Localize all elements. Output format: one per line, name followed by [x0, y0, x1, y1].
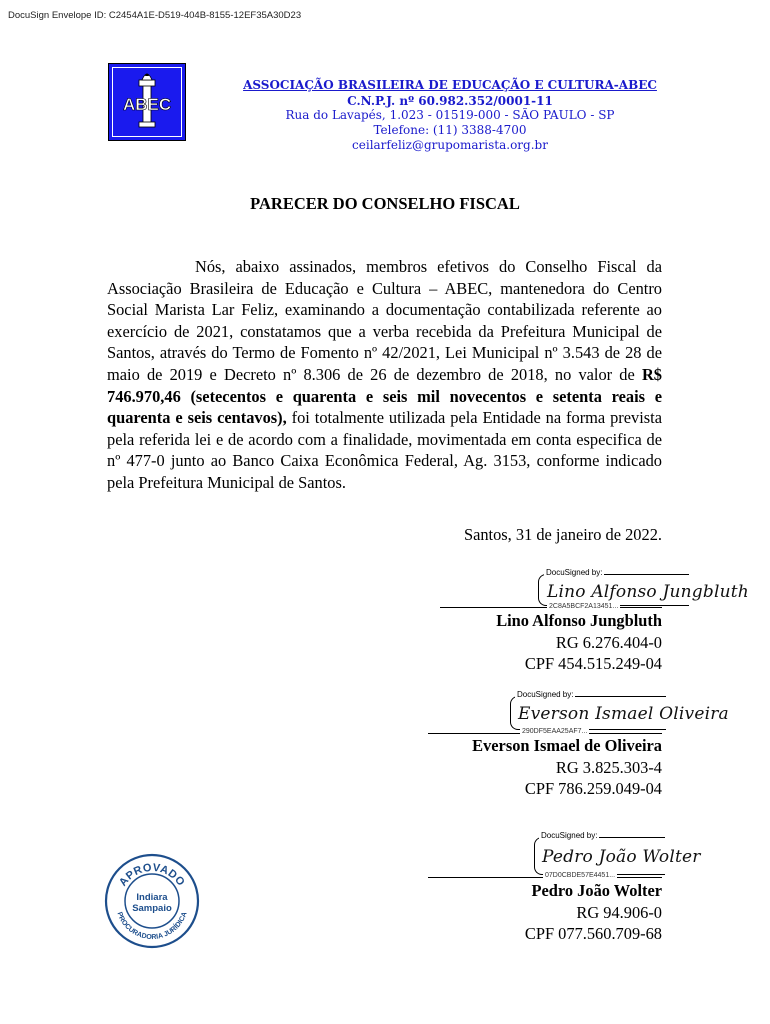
- stamp-name-1: Indiara: [136, 892, 168, 903]
- signatory-cpf-2: CPF 786.259.049-04: [524, 779, 662, 799]
- abec-logo: [108, 63, 186, 141]
- signatory-1: [402, 610, 662, 675]
- docusign-label-2: DocuSigned by:: [517, 690, 574, 699]
- approval-stamp: [104, 853, 200, 949]
- torch-logo-icon: [109, 64, 185, 140]
- body-paragraph: [107, 256, 662, 494]
- org-name: ASSOCIAÇÃO BRASILEIRA DE EDUCAÇÃO E CULTURA-ABEC: [243, 78, 657, 92]
- signature-script-1: Lino Alfonso Jungbluth: [547, 582, 749, 602]
- org-phone: Telefone: (11) 3388-4700: [373, 123, 527, 137]
- docusign-hash-2: 290DF5EAA25AF7...: [522, 728, 588, 735]
- logo-text: ABEC: [123, 95, 172, 114]
- document-date: Santos, 31 de janeiro de 2022.: [463, 525, 662, 544]
- body-text-2: foi totalmente utilizada pela Entidade na forma prevista pela referida lei e de acordo com a finalidade, movimentada em conta especifica de nº 477-0 junto ao Banco Caixa Econômica Federal, Ag. 3153, conforme indicado pela Prefeitura Municipal de Santos.: [107, 408, 662, 492]
- signatory-cpf-1: CPF 454.515.249-04: [524, 654, 662, 674]
- org-cnpj: C.N.P.J. nº 60.982.352/0001-11: [347, 94, 553, 108]
- signatory-cpf-3: CPF 077.560.709-68: [524, 924, 662, 944]
- docusign-hash-1: 2C8A5BCF2A13451...: [549, 603, 619, 610]
- body-amount: R$ 746.970,46 (setecentos e quarenta e seis mil novecentos e setenta reais e quarenta e seis centavos),: [107, 364, 662, 428]
- signature-script-3: Pedro João Wolter: [542, 847, 701, 867]
- signatory-name-2: Everson Ismael de Oliveira: [472, 736, 662, 755]
- stamp-bottom-text: PROCURADORIA JURÍDICA: [115, 911, 189, 942]
- signatory-name-1: Lino Alfonso Jungbluth: [496, 611, 662, 630]
- signatory-rg-1: RG 6.276.404-0: [555, 632, 662, 652]
- svg-text:PROCURADORIA JURÍDICA: [115, 911, 188, 941]
- signatory-2: [402, 735, 662, 800]
- svg-text:APROVADO: [117, 862, 187, 889]
- stamp-name-2: Sampaio: [132, 903, 172, 914]
- signatory-3: [402, 880, 662, 945]
- envelope-id: DocuSign Envelope ID: C2454A1E-D519-404B-8155-12EF35A30D23: [8, 10, 302, 21]
- org-email: ceilarfeliz@grupomarista.org.br: [352, 138, 548, 152]
- docusign-label-3: DocuSigned by:: [541, 831, 598, 840]
- signatory-rg-3: RG 94.906-0: [576, 902, 662, 922]
- signatory-name-3: Pedro João Wolter: [531, 881, 662, 900]
- stamp-top-text: APROVADO: [116, 861, 188, 889]
- signature-script-2: Everson Ismael Oliveira: [518, 704, 729, 724]
- docusign-label-1: DocuSigned by:: [546, 568, 603, 577]
- org-address: Rua do Lavapés, 1.023 - 01519-000 - SÃO PAULO - SP: [285, 108, 615, 122]
- docusign-hash-3: 07D0CBDE57E4451...: [545, 872, 616, 879]
- document-title: PARECER DO CONSELHO FISCAL: [250, 194, 520, 213]
- signatory-rg-2: RG 3.825.303-4: [555, 757, 662, 777]
- body-text-1: Nós, abaixo assinados, membros efetivos do Conselho Fiscal da Associação Brasileira de Educação e Cultura – ABEC, mantenedora do Centro Social Marista Lar Feliz, examinando a documentação contabilizada referente ao exercício de 2021, constatamos que a verba recebida da Prefeitura Municipal de Santos, através do Termo de Fomento nº 42/2021, Lei Municipal nº 3.543 de 28 de maio de 2019 e Decreto nº 8.306 de 26 de dezembro de 2018, no valor de: [107, 257, 662, 384]
